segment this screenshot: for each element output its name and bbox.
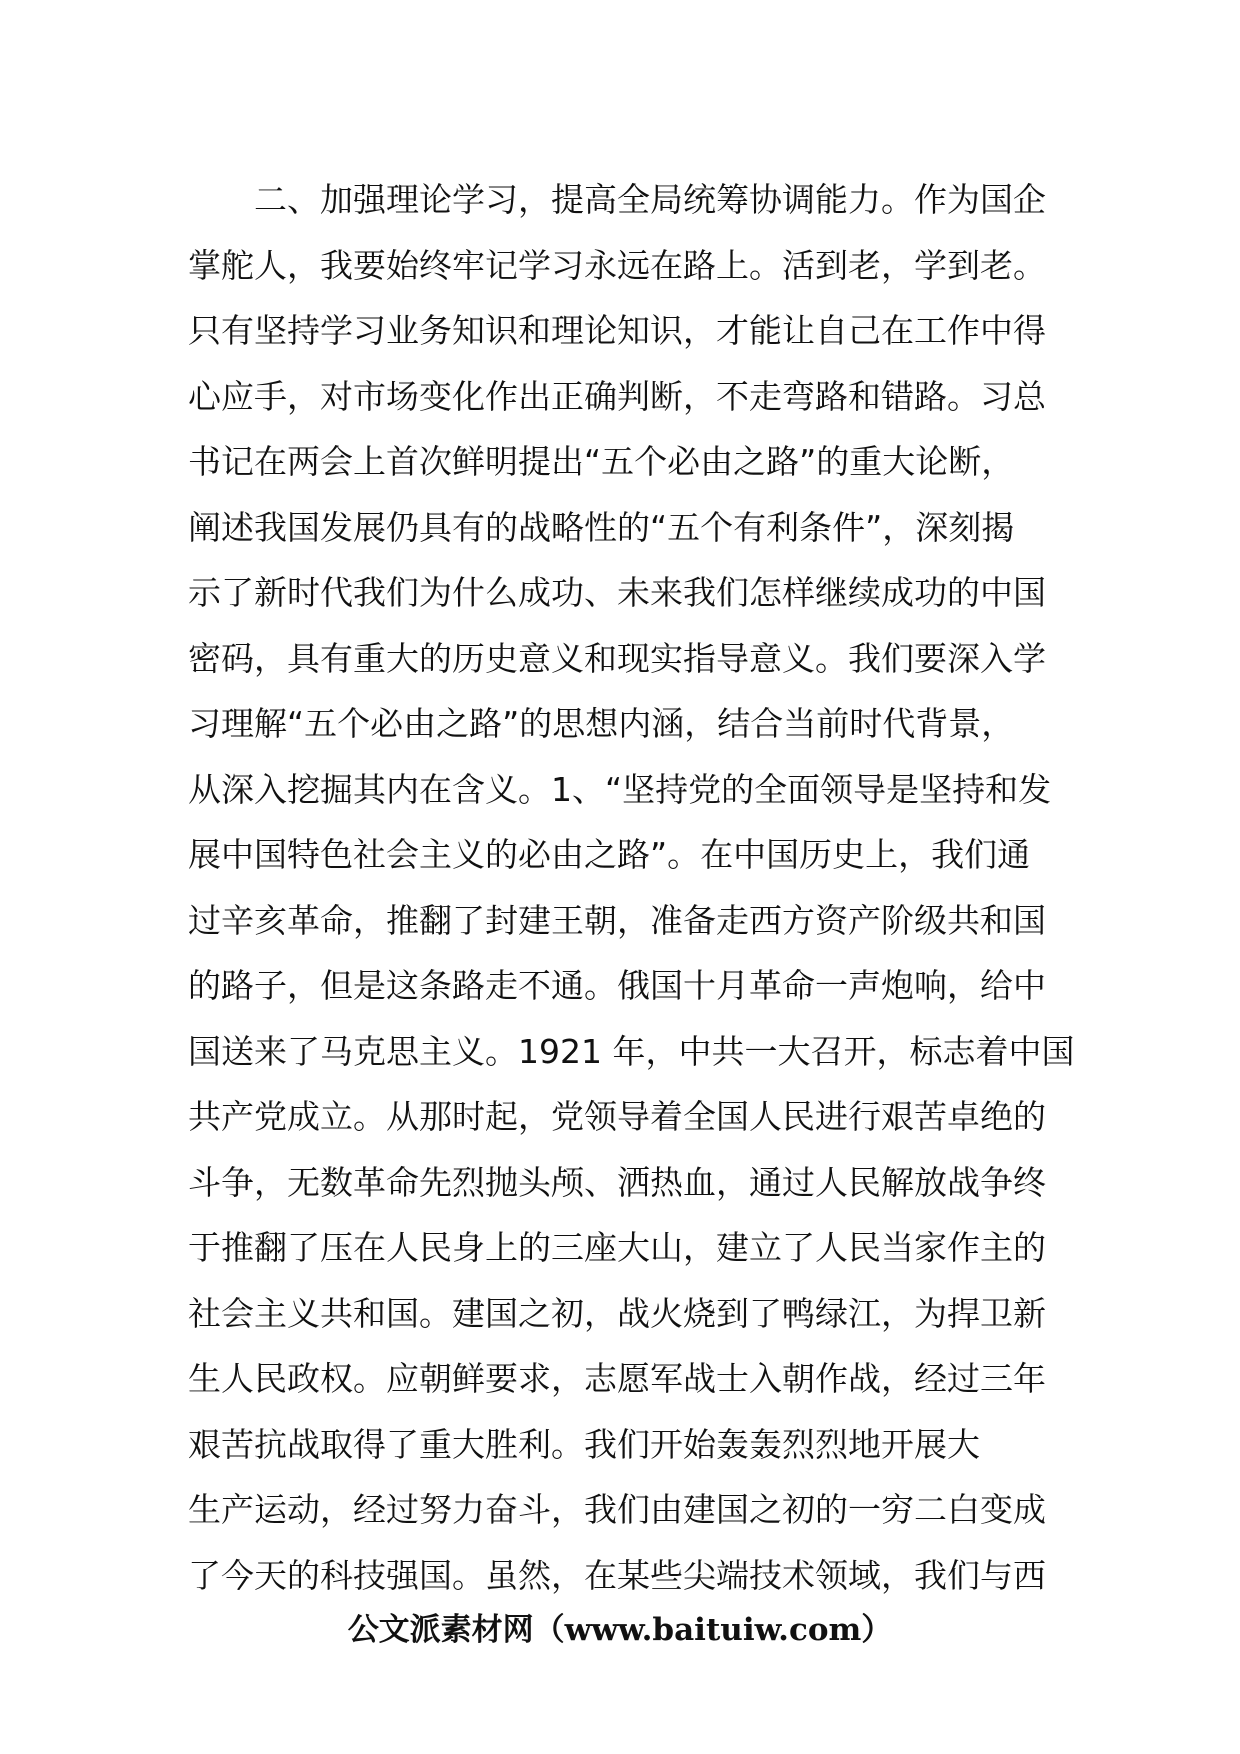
paragraph-line: 了今天的科技强国。虽然，在某些尖端技术领域，我们与西 <box>188 1555 1046 1595</box>
paragraph-line: 掌舵人，我要始终牢记学习永远在路上。活到老，学到老。 <box>188 245 1046 285</box>
paragraph-line: 社会主义共和国。建国之初，战火烧到了鸭绿江，为捍卫新 <box>188 1293 1046 1333</box>
paragraph-line: 生产运动，经过努力奋斗，我们由建国之初的一穷二白变成 <box>188 1490 1046 1529</box>
paragraph-line: 生人民政权。应朝鲜要求，志愿军战士入朝作战，经过三年 <box>188 1359 1046 1398</box>
paragraph-line: 阐述我国发展仍具有的战略性的“五个有利条件”，深刻揭 <box>188 507 1015 547</box>
paragraph-line: 国送来了马克思主义。1921 年，中共一大召开，标志着中国 <box>188 1031 1075 1071</box>
paragraph-line: 斗争，无数革命先烈抛头颅、洒热血，通过人民解放战争终 <box>188 1162 1046 1202</box>
paragraph-line: 习理解“五个必由之路”的思想内涵，结合当前时代背景， <box>188 704 1015 743</box>
paragraph-line: 艰苦抗战取得了重大胜利。我们开始轰轰烈烈地开展大 <box>188 1424 980 1464</box>
paragraph-line: 书记在两会上首次鲜明提出“五个必由之路”的重大论断， <box>188 442 1015 481</box>
paragraph-line: 从深入挖掘其内在含义。1、“坚持党的全面领导是坚持和发 <box>188 769 1052 809</box>
paragraph-line: 过辛亥革命，推翻了封建王朝，准备走西方资产阶级共和国 <box>188 900 1046 940</box>
paragraph-line: 展中国特色社会主义的必由之路”。在中国历史上，我们通 <box>188 835 1031 874</box>
paragraph-line: 共产党成立。从那时起，党领导着全国人民进行艰苦卓绝的 <box>188 1097 1046 1136</box>
footer-watermark: 公文派素材网（www.baituiw.com） <box>347 1612 893 1648</box>
paragraph-line: 于推翻了压在人民身上的三座大山，建立了人民当家作主的 <box>188 1228 1046 1267</box>
paragraph-line: 密码，具有重大的历史意义和现实指导意义。我们要深入学 <box>188 638 1046 678</box>
paragraph-line: 心应手，对市场变化作出正确判断，不走弯路和错路。习总 <box>188 376 1046 416</box>
body-paragraph <box>188 167 1075 1608</box>
paragraph-line: 二、加强理论学习，提高全局统筹协调能力。作为国企 <box>254 180 1046 219</box>
paragraph-line: 的路子，但是这条路走不通。俄国十月革命一声炮响，给中 <box>188 966 1046 1005</box>
paragraph-line: 示了新时代我们为什么成功、未来我们怎样继续成功的中国 <box>188 573 1046 612</box>
paragraph-line: 只有坚持学习业务知识和理论知识，才能让自己在工作中得 <box>188 311 1046 350</box>
